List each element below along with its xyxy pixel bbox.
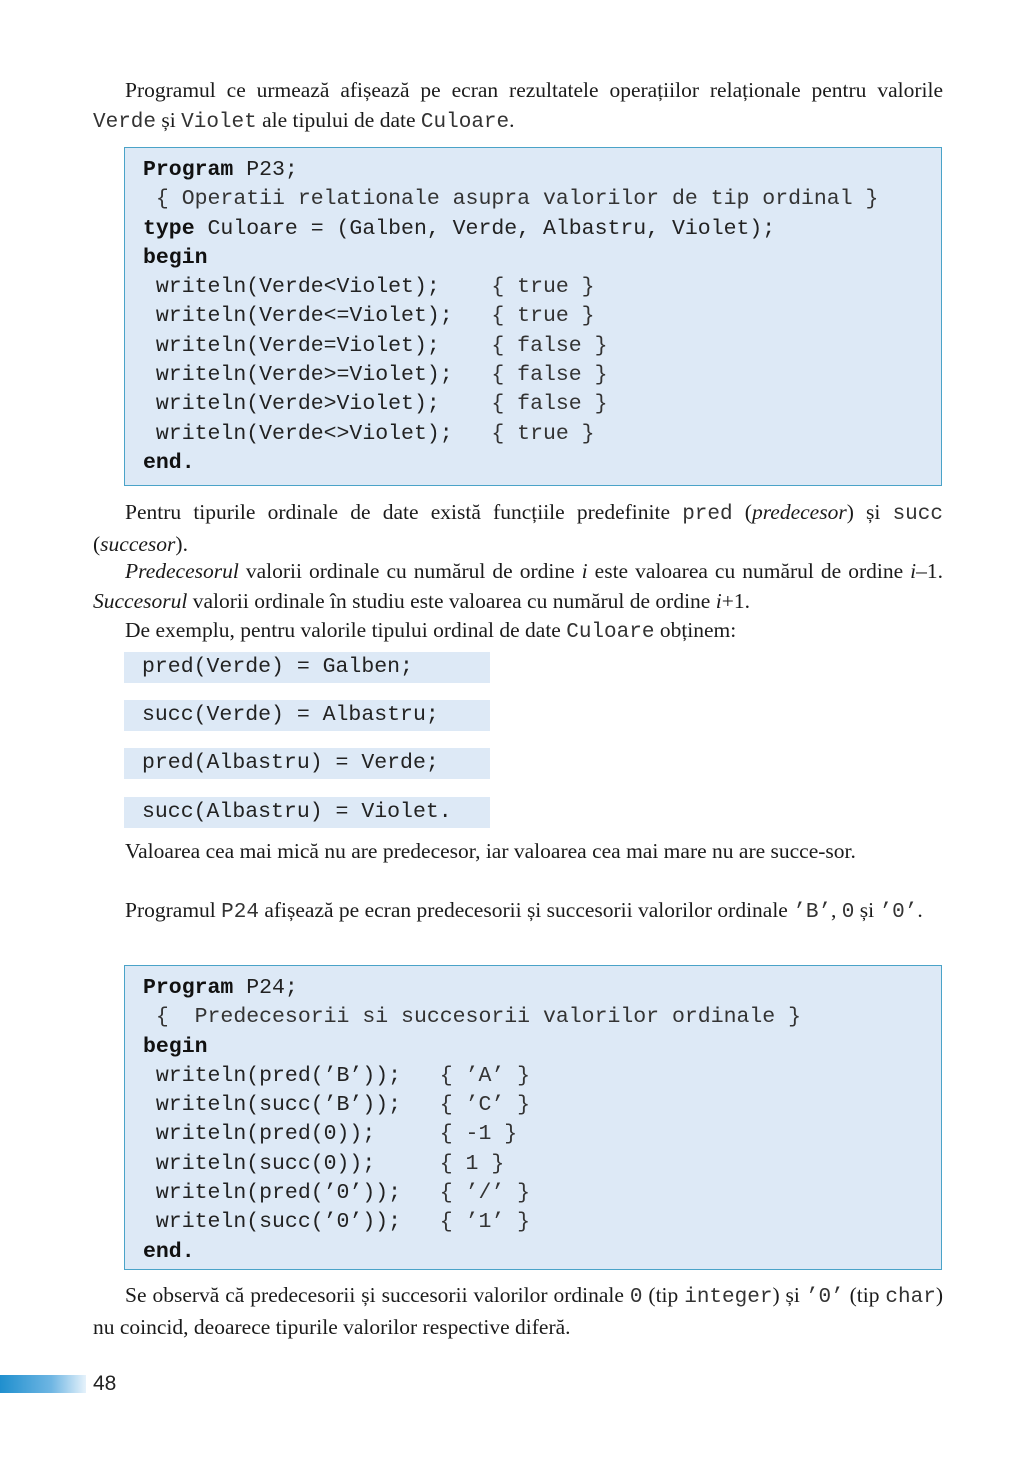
code-block-p23 xyxy=(124,147,942,486)
code-line-comment: { Predecesorii si succesorii valorilor ordinale } xyxy=(143,1005,802,1030)
code-line: writeln(pred(’B’)); { ’A’ } xyxy=(143,1063,531,1088)
code-line: writeln(succ(0)); { 1 } xyxy=(143,1151,505,1176)
footer-accent-bar xyxy=(0,1375,86,1393)
code-line: writeln(Verde=Violet); { false } xyxy=(143,333,608,358)
code-line: writeln(succ(’B’)); { ’C’ } xyxy=(143,1093,531,1118)
code-line-end: end. xyxy=(143,1239,195,1264)
code-line: writeln(Verde<>Violet); { true } xyxy=(143,421,595,446)
code-line: writeln(pred(’0’)); { ’/’ } xyxy=(143,1181,531,1206)
paragraph-example-intro: De exemplu, pentru valorile tipului ordinal de date Culoare obținem: xyxy=(125,618,737,644)
paragraph-bounds: Valoarea cea mai mică nu are predecesor, iar valoarea cea mai mare nu are succe-sor. xyxy=(125,839,856,863)
code-line: writeln(Verde<=Violet); { true } xyxy=(143,304,595,329)
paragraph-conclusion: Se observă că predecesorii și succesorii valorilor ordinale 0 (tip integer) și ’0’ (tip char) nu coincid, deoarece tipurile valorilor respective diferă. xyxy=(93,1283,943,1339)
paragraph-definitions: Predecesorul valorii ordinale cu numărul de ordine i este valoarea cu numărul de ordine i–1. Succesorul valorii ordinale în studiu este valoarea cu numărul de ordine i+1. xyxy=(93,559,943,613)
example-line: succ(Albastru) = Violet. xyxy=(124,797,490,828)
paragraph-pred-succ: Pentru tipurile ordinale de date există funcțiile predefinite pred (predecesor) și succ (succesor). xyxy=(93,500,943,556)
paragraph-intro-p24: Programul P24 afișează pe ecran predecesorii și succesorii valorilor ordinale ’B’, 0 și ’0’. xyxy=(125,898,923,924)
code-line: writeln(Verde>=Violet); { false } xyxy=(143,363,608,388)
code-line: writeln(Verde<Violet); { true } xyxy=(143,275,595,300)
code-line: writeln(pred(0)); { -1 } xyxy=(143,1122,518,1147)
page-number: 48 xyxy=(93,1372,117,1395)
code-line-comment: { Operatii relationale asupra valorilor de tip ordinal } xyxy=(143,187,879,212)
code-line-begin: begin xyxy=(143,245,208,270)
code-block-p24 xyxy=(124,965,942,1270)
code-line-header: Program P24; xyxy=(143,976,298,1000)
code-line: writeln(Verde>Violet); { false } xyxy=(143,392,608,417)
code-line-type: type Culoare = (Galben, Verde, Albastru, Violet); xyxy=(143,216,776,241)
example-line: pred(Verde) = Galben; xyxy=(124,652,490,683)
code-line-end: end. xyxy=(143,450,195,475)
example-line: pred(Albastru) = Verde; xyxy=(124,748,490,779)
paragraph-intro-p23: Programul ce urmează afișează pe ecran rezultatele operațiilor relaționale pentru valorile Verde și Violet ale tipului de date Culoare. xyxy=(93,78,943,134)
code-line: writeln(succ(’0’)); { ’1’ } xyxy=(143,1210,531,1235)
code-line-header: Program P23; xyxy=(143,158,298,182)
example-line: succ(Verde) = Albastru; xyxy=(124,700,490,731)
code-line-begin: begin xyxy=(143,1034,208,1059)
